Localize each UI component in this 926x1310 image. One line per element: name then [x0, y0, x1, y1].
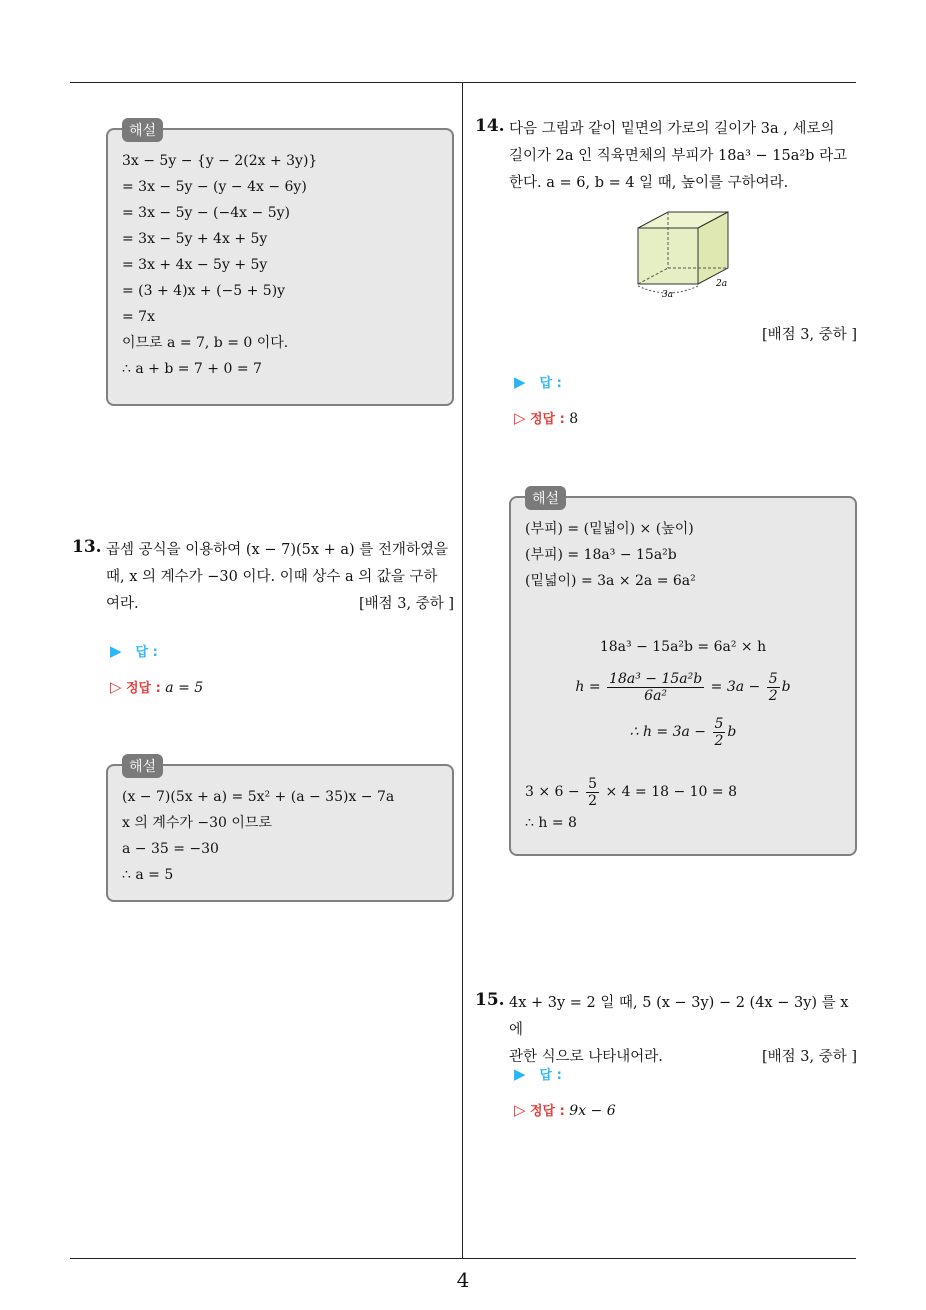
solution-line: (부피) = (밑넓이) × (높이) — [525, 521, 694, 537]
answer-row-15 — [514, 1064, 562, 1083]
column-divider — [462, 82, 463, 1258]
question-line: 때, x 의 계수가 −30 이다. 이때 상수 a 의 값을 구하 — [106, 569, 438, 585]
solution-line: 3x − 5y − {y − 2(2x + 3y)} — [122, 153, 318, 169]
solution-line: = 7x — [122, 309, 155, 325]
correct-row-15 — [514, 1100, 616, 1119]
question-number-14: 14. — [475, 116, 505, 136]
correct-row-13 — [110, 677, 203, 696]
correct-value: 9x − 6 — [569, 1103, 616, 1119]
cuboid-figure — [628, 208, 738, 300]
solution-line: x 의 계수가 −30 이므로 — [122, 815, 272, 831]
bottom-rule — [70, 1258, 856, 1259]
triangle-outline-icon: ▷ — [514, 409, 526, 427]
solution-line: = 3x − 5y − (y − 4x − 6y) — [122, 179, 307, 195]
question-line: 한다. a = 6, b = 4 일 때, 높이를 구하여라. — [509, 175, 789, 191]
triangle-outline-icon: ▷ — [514, 1101, 526, 1119]
question-line: 관한 식으로 나타내어라. [배점 3, 중하 ] — [509, 1044, 857, 1071]
correct-label: 정답 : — [530, 412, 565, 427]
play-icon: ▶ — [514, 1065, 526, 1083]
answer-row-14 — [514, 372, 562, 391]
question-number-15: 15. — [475, 990, 505, 1010]
answer-label: 답 : — [135, 645, 158, 660]
answer-row-13 — [110, 641, 158, 660]
question-line: 곱셈 공식을 이용하여 (x − 7)(5x + a) 를 전개하였을 — [106, 542, 448, 558]
question-15-text — [509, 990, 857, 1071]
solution-line: (x − 7)(5x + a) = 5x² + (a − 35)x − 7a — [122, 789, 395, 805]
page-number: 4 — [456, 1268, 470, 1292]
equation-line: ∴ h = 8 — [525, 815, 577, 831]
correct-row-14 — [514, 408, 578, 427]
solution-box-14 — [509, 491, 857, 856]
solution-line: = 3x + 4x − 5y + 5y — [122, 257, 268, 273]
correct-label: 정답 : — [126, 681, 161, 696]
answer-label: 답 : — [539, 376, 562, 391]
solution-line: a − 35 = −30 — [122, 841, 219, 857]
play-icon: ▶ — [110, 642, 122, 660]
equation-line: ∴ h = 3a − $\frac{5}{2}$ b — [629, 715, 737, 749]
correct-value: a = 5 — [165, 680, 204, 696]
question-13-text — [106, 537, 454, 618]
top-rule — [70, 82, 856, 83]
score-14 — [509, 322, 857, 349]
correct-label: 정답 : — [530, 1104, 565, 1119]
question-line: 길이가 2a 인 직육면체의 부피가 18a³ − 15a²b 라고 — [509, 148, 848, 164]
answer-label: 답 : — [539, 1068, 562, 1083]
solution-line: = (3 + 4)x + (−5 + 5)y — [122, 283, 286, 299]
question-number-13: 13. — [72, 537, 102, 557]
equation-line: h = $\frac{\text{18a³ − 15a²b}}{\text{6a²}}$ = 3a − $\frac{5}{2}$ b — [575, 670, 791, 704]
solution-line: (밑넓이) = 3a × 2a = 6a² — [525, 573, 696, 589]
question-line: 여라. [배점 3, 중하 ] — [106, 591, 454, 618]
solution-line: = 3x − 5y + 4x + 5y — [122, 231, 268, 247]
fig-label-width: 3a — [662, 290, 674, 300]
question-14-text — [509, 116, 857, 197]
solution-line: = 3x − 5y − (−4x − 5y) — [122, 205, 290, 221]
solution-line: (부피) = 18a³ − 15a²b — [525, 547, 677, 563]
score-label: [배점 3, 중하 ] — [358, 596, 454, 612]
equation-line: 18a³ − 15a²b = 6a² × h — [599, 639, 767, 655]
score-label: [배점 3, 중하 ] — [761, 327, 857, 343]
score-label: [배점 3, 중하 ] — [761, 1049, 857, 1065]
equation-line: 3 × 6 − $\frac{5}{2}$ × 4 = 18 − 10 = 8 — [525, 775, 737, 809]
question-line: 다음 그림과 같이 밑면의 가로의 길이가 3a , 세로의 — [509, 121, 835, 137]
solution-line: ∴ a + b = 7 + 0 = 7 — [122, 361, 262, 377]
fig-label-depth: 2a — [716, 279, 728, 289]
solution-box-12 — [106, 123, 454, 406]
solution-line: ∴ a = 5 — [122, 867, 174, 883]
question-line: 4x + 3y = 2 일 때, 5 (x − 3y) − 2 (4x − 3y) 를 x 에 — [509, 995, 849, 1038]
triangle-outline-icon: ▷ — [110, 678, 122, 696]
correct-value: 8 — [569, 411, 579, 427]
solution-tag: 해설 — [122, 118, 163, 142]
solution-line: 이므로 a = 7, b = 0 이다. — [122, 335, 289, 351]
solution-tag: 해설 — [525, 486, 566, 510]
play-icon: ▶ — [514, 373, 526, 391]
solution-box-13 — [106, 759, 454, 902]
solution-tag: 해설 — [122, 754, 163, 778]
